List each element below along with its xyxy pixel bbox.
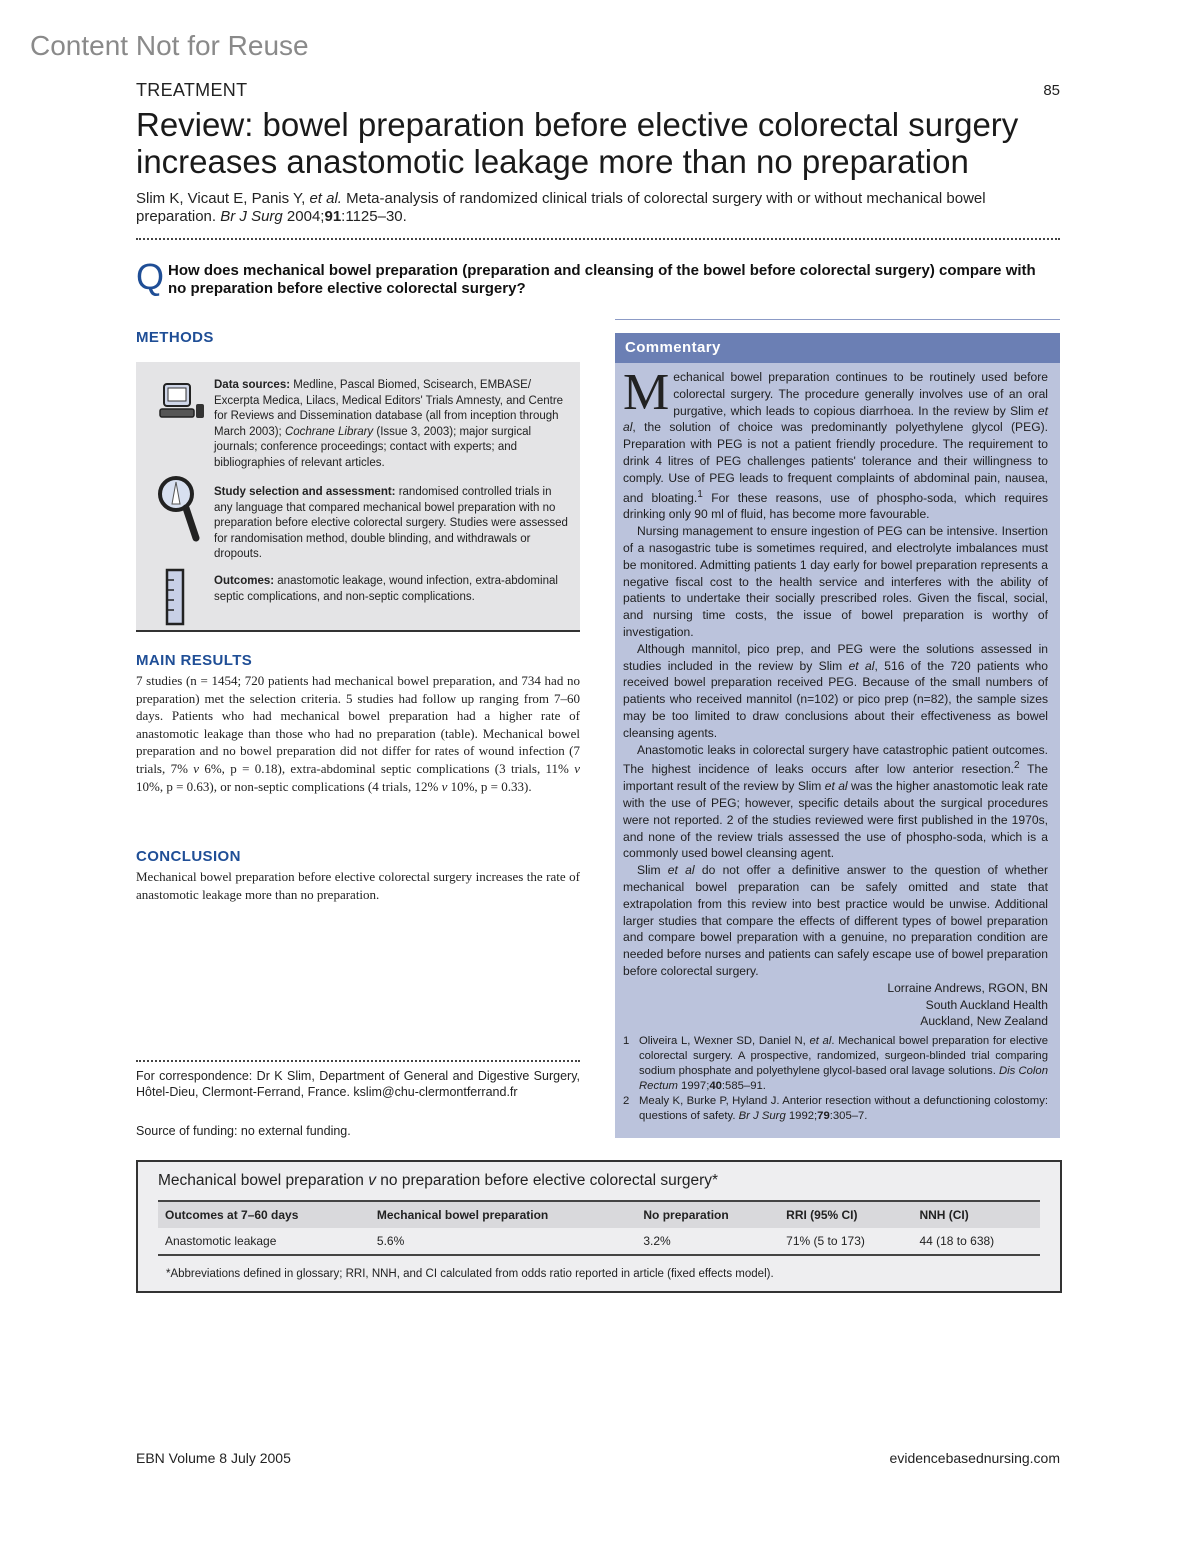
- main-results-text: 7 studies (n = 1454; 720 patients had mechanical bowel preparation, and 734 had no preparation) met the selection criteria. 5 studies had follow up ranging from 7–60 days. Patients who had mechanical bowel preparation had a higher rate of anastomotic leakage than those who had no preparation (table). Mechanical bowel preparation and no bowel preparation did not differ for rates of wound infection (7 trials, 7% v 6%, p = 0.18), extra-abdominal septic complications (3 trials, 11% v 10%, p = 0.63), or non-septic complications (4 trials, 12% v 10%, p = 0.33).: [136, 673, 580, 794]
- table-cell: 3.2%: [636, 1228, 779, 1255]
- commentary-paragraph: Anastomotic leaks in colorectal surgery have catastrophic patient outcomes. The highest incidence of leaks occurs after low anterior resection.$^2$ The important result of the review by Slim et al was the higher anastomotic leak rate with the use of PEG; however, specific details about the surgical procedures were not reported. 2 of the studies reviewed were first published in the 1970s, and none of the review trials assessed the use of phospho-soda, which is a commonly used bowel cleansing agent.: [623, 742, 1049, 861]
- commentary-author: Lorraine Andrews, RGON, BN: [887, 980, 1048, 995]
- reference-item: 2 Mealy K, Burke P, Hyland J. Anterior resection without a defunctioning colostomy: questions of safety. Br J Surg 1992;79:305–7.: [623, 1095, 1048, 1123]
- table-title: Mechanical bowel preparation v no preparation before elective colorectal surgery*: [158, 1172, 719, 1189]
- results-table-box: [136, 1160, 1062, 1293]
- commentary-heading: Commentary: [615, 333, 1060, 363]
- funding: Source of funding: no external funding.: [136, 1124, 351, 1138]
- table-cell: 71% (5 to 173): [779, 1228, 912, 1255]
- citation: Slim K, Vicaut E, Panis Y, et al. Meta-analysis of randomized clinical trials of colorectal surgery with or without mechanical bowel preparation. Br J Surg 2004;91:1125–30.: [136, 190, 986, 225]
- commentary-panel: [615, 333, 1060, 1138]
- main-results-heading: MAIN RESULTS: [136, 652, 253, 669]
- outcomes: Outcomes: anastomotic leakage, wound infection, extra-abdominal septic complications, and non-septic complications.: [214, 575, 558, 603]
- table-cell: 5.6%: [370, 1228, 636, 1255]
- page-title: Review: bowel preparation before elective colorectal surgery increases anastomotic leakage more than no preparation: [136, 106, 1019, 180]
- dotted-divider: [136, 1060, 580, 1062]
- dotted-divider: [136, 238, 1060, 240]
- drop-cap: M: [623, 364, 670, 421]
- references: [623, 1034, 1048, 1124]
- methods-box: [136, 362, 580, 632]
- commentary-paragraph: Although mannitol, pico prep, and PEG were the solutions assessed in studies included in the review by Slim et al, 516 of the 720 patients who received bowel preparation received PEG. Because of the small numbers of patients who received mannitol (n=102) or pico prep (n=82), the sample sizes may be too limited to draw conclusions about their effectiveness as bowel cleansing agents.: [623, 641, 1048, 740]
- study-selection: Study selection and assessment: randomised controlled trials in any language that compared mechanical bowel preparation with no preparation before elective colorectal surgery. Studies were assessed for randomisation method, double blinding, and withdrawals or dropouts.: [214, 486, 568, 560]
- page-number: 85: [1043, 82, 1060, 99]
- section-label: TREATMENT: [136, 80, 248, 100]
- commentary-location: Auckland, New Zealand: [920, 1014, 1048, 1029]
- results-table: [158, 1200, 1040, 1256]
- table-cell: Anastomotic leakage: [158, 1228, 370, 1255]
- commentary-affiliation: South Auckland Health: [925, 997, 1048, 1012]
- conclusion-text: Mechanical bowel preparation before elective colorectal surgery increases the rate of anastomotic leakage more than no preparation.: [136, 869, 580, 902]
- table-header-cell: RRI (95% CI): [779, 1201, 912, 1228]
- table-header-cell: NNH (CI): [912, 1201, 1040, 1228]
- reference-item: 1 Oliveira L, Wexner SD, Daniel N, et al. Mechanical bowel preparation for elective colorectal surgery. A prospective, randomized, surgeon-blinded trial comparing sodium phosphate and polyethylene glycol-based oral lavage solutions. Dis Colon Rectum 1997;40:585–91.: [623, 1035, 1048, 1093]
- methods-heading: METHODS: [136, 329, 214, 346]
- data-sources: Data sources: Medline, Pascal Biomed, Scisearch, EMBASE/ Excerpta Medica, Lilacs, Medical Editors' Trials Amnesty, and Centre for Reviews and Dissemination database (all from inception through March 2003); Cochrane Library (Issue 3, 2003); major surgical journals; conference proceedings; contact with experts; and bibliographies of relevant articles.: [214, 379, 564, 469]
- footer-website-link[interactable]: evidencebasednursing.com: [889, 1450, 1060, 1466]
- table-header-cell: Mechanical bowel preparation: [370, 1201, 636, 1228]
- ruler-icon: [164, 568, 186, 626]
- conclusion-heading: CONCLUSION: [136, 848, 241, 865]
- commentary-paragraph: Mechanical bowel preparation continues to be routinely used before colorectal surgery. The procedure generally involves use of an oral purgative, which leads to copious diarrhoea. In the review by Slim et al, the solution of choice was predominantly polyethylene glycol (PEG). Preparation with PEG is not a patient friendly procedure. The requirement to drink 4 litres of PEG challenges patients' tolerance and their willingness to comply. Use of PEG leads to frequent complaints of abdominal pain, nausea, and bloating.$^1$ For these reasons, use of phospho-soda, which requires drinking only 90 ml of fluid, has become more favourable.: [623, 364, 1049, 522]
- commentary-rule: [615, 319, 1060, 320]
- table-header-row: [158, 1201, 1040, 1228]
- table-header-cell: Outcomes at 7–60 days: [158, 1201, 370, 1228]
- question-letter: Q: [136, 256, 165, 297]
- table-cell: 44 (18 to 638): [912, 1228, 1040, 1255]
- table-row: [158, 1228, 1040, 1255]
- magnifier-icon: [156, 474, 200, 544]
- correspondence: For correspondence: Dr K Slim, Department of General and Digestive Surgery, Hôtel-Dieu, Clermont-Ferrand, France. kslim@chu-clermontferrand.fr: [136, 1069, 580, 1099]
- commentary-paragraph: Slim et al do not offer a definitive answer to the question of whether mechanical bowel preparation can be safely omitted and state that extrapolation from this review into best practice would be unwise. Additional larger studies that compare the effects of different types of bowel preparation and compare bowel preparation with a genuine, no preparation condition are needed before nurses and patients can safely escape use of bowel preparation before colorectal surgery.: [623, 863, 1049, 978]
- commentary-body: [615, 363, 1060, 1124]
- footer-issue: EBN Volume 8 July 2005: [136, 1450, 291, 1466]
- table-footnote: *Abbreviations defined in glossary; RRI, NNH, and CI calculated from odds ratio reported in article (fixed effects model).: [166, 1268, 774, 1280]
- commentary-paragraph: Nursing management to ensure ingestion of PEG can be intensive. Insertion of a nasogastric tube is sometimes required, and electrolyte imbalances must be monitored. Admitting patients 1 day early for bowel preparation represents a negative fiscal cost to the health service and interferes with the ability of patients to undertake their socially prescribed roles. Given the fiscal, social, and nursing time costs, the issue of bowel preparation is worthy of investigation.: [623, 524, 1048, 639]
- computer-icon: [158, 382, 206, 422]
- table-header-cell: No preparation: [636, 1201, 779, 1228]
- watermark: Content Not for Reuse: [30, 30, 309, 61]
- question-text: How does mechanical bowel preparation (preparation and cleansing of the bowel before colorectal surgery) compare with no preparation before elective colorectal surgery?: [168, 262, 1036, 297]
